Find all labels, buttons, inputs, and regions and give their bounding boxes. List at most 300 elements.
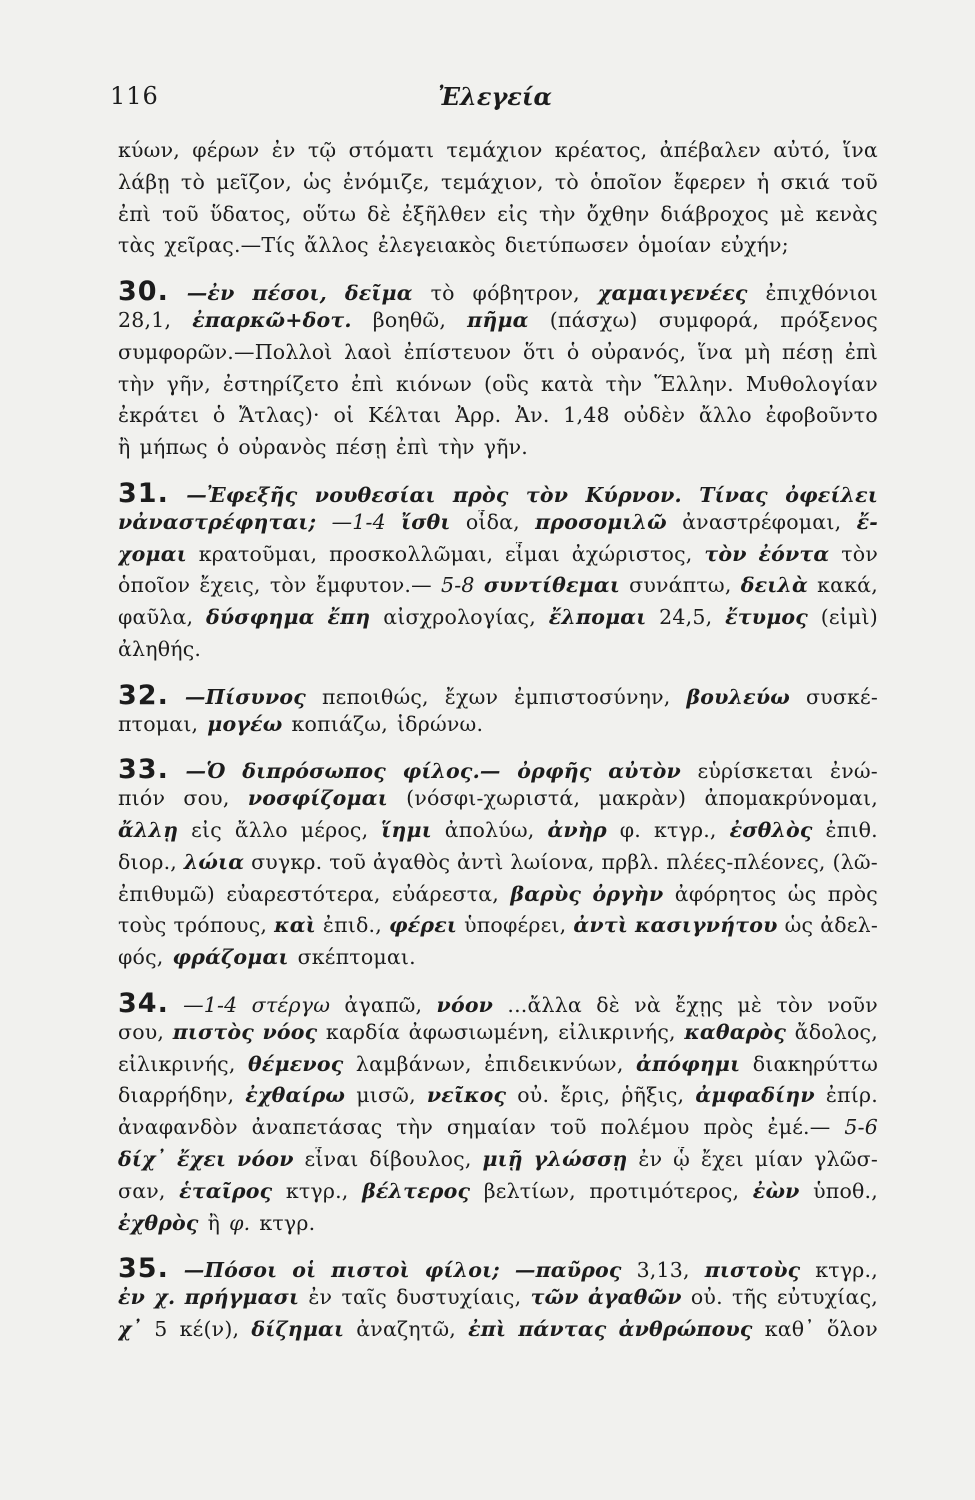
word: —Πίσυνος: [184, 684, 306, 709]
section-number: 34.: [118, 987, 169, 1019]
word: πιστὸς: [172, 1019, 254, 1044]
section-number: 31.: [118, 477, 169, 509]
word: Τίνας: [699, 482, 768, 507]
text-line: [118, 1052, 878, 1084]
word: καθ᾽: [764, 1316, 815, 1341]
word: ῥῆξις,: [621, 1083, 685, 1108]
word: εἰλικρινής,: [118, 1051, 236, 1076]
word: διετύπωσεν: [504, 233, 629, 258]
word: —ἐν: [186, 281, 235, 306]
word: τὴν: [538, 201, 576, 226]
text-line: [118, 573, 878, 605]
word: τὴν: [605, 371, 643, 396]
word: βέλτερος: [362, 1178, 471, 1203]
word: χεῖρας.—Τίς: [164, 233, 296, 258]
word: μισῶ,: [356, 1083, 416, 1108]
word: στόματι: [348, 138, 435, 162]
word: μιῇ: [482, 1146, 523, 1171]
word: ἀναπετάσας: [251, 1115, 383, 1140]
word: εἰλικρινής,: [558, 1019, 676, 1044]
word: φόβητρον,: [472, 281, 580, 306]
word: Κύρνον.: [585, 482, 682, 507]
word: μέρος,: [300, 817, 369, 842]
word: Ἀρρ.: [455, 403, 502, 428]
word: ὁ: [212, 403, 226, 428]
word: δίχ᾽: [118, 1146, 167, 1171]
word: —Πόσοι: [183, 1258, 278, 1283]
text-line: [118, 403, 878, 435]
word: τὴν: [396, 1115, 433, 1140]
word: φίλοι;: [424, 1258, 500, 1283]
word: ἀναζητῶ,: [356, 1316, 456, 1341]
word: οὐρανός,: [591, 339, 687, 364]
word: νοσφίζομαι: [247, 786, 388, 811]
text-line: [118, 1115, 878, 1147]
word: ἔχει: [700, 1146, 744, 1171]
word: 5: [154, 1316, 168, 1341]
word: χαμαιγενέες: [597, 281, 748, 306]
word: ὅλον: [826, 1316, 878, 1341]
word: (εἰμὶ): [820, 605, 878, 630]
word: κτγρ.: [259, 1210, 316, 1235]
word: ἀμφαδίην: [695, 1083, 815, 1108]
text-line: [118, 1317, 878, 1349]
text-line: [118, 945, 878, 977]
word: οἶδα,: [465, 509, 520, 534]
word: πέσῃ: [782, 339, 834, 364]
word: ἐόντα: [758, 541, 830, 566]
word: ἐπαρκῶ+δοτ.: [192, 307, 352, 332]
word: διάβροχος: [660, 201, 769, 226]
word: 5-8: [441, 573, 475, 598]
word: ἐκράτει: [118, 403, 200, 428]
word: πεποιθώς,: [321, 684, 429, 709]
word: ἵνα: [843, 138, 878, 162]
word: οὐδὲν: [623, 403, 686, 428]
word: ἔχει: [177, 1146, 227, 1171]
text-line: [118, 882, 878, 914]
word: Κέλται: [368, 403, 442, 428]
word: λάβῃ: [118, 169, 170, 194]
word: ἐπιδεικνύων,: [484, 1051, 624, 1076]
word: τοῦ: [162, 201, 199, 226]
word: ἄλλος: [304, 233, 369, 258]
word: πρήγμασι: [184, 1285, 300, 1310]
word: ἀγαπῶ,: [344, 992, 423, 1017]
word: τεμάχιον: [446, 138, 543, 162]
text-line: [118, 202, 878, 234]
word: ἀχώριστος,: [571, 541, 693, 566]
word: ἀγαθὸς: [372, 849, 451, 874]
word: καὶ: [274, 913, 316, 938]
word: οὐ.: [690, 1285, 723, 1310]
word: βοηθῶ,: [372, 307, 447, 332]
word: σκιά: [780, 169, 831, 194]
word: γῆν.: [483, 435, 528, 460]
word: τῷ: [307, 138, 337, 162]
text-line: [118, 170, 878, 202]
word: ἀνὴρ: [547, 817, 607, 842]
word: συνάπτω,: [629, 573, 732, 598]
word: οἱ: [333, 403, 355, 428]
word: (πάσχω): [549, 307, 638, 332]
word: γῆν,: [166, 371, 211, 396]
word: ἐμέ.—: [767, 1115, 831, 1140]
word: εὐχήν;: [720, 233, 789, 258]
word: κτγρ.,: [815, 1258, 878, 1283]
word: πτομαι,: [118, 711, 199, 736]
word: διορ.,: [118, 849, 178, 874]
word: εἶμαι: [505, 541, 560, 566]
word: 1,48: [563, 403, 610, 428]
word: Μυθολογίαν: [745, 371, 878, 396]
text-line: [118, 372, 878, 404]
word: τὸ: [180, 169, 206, 194]
word: εἶναι: [304, 1146, 359, 1171]
word: διακηρύττω: [752, 1051, 878, 1076]
word: 24,5,: [659, 605, 713, 630]
word: ἔλπομαι: [548, 605, 647, 630]
word: δὲ: [367, 201, 391, 226]
word: ἐπιδ.,: [322, 913, 382, 938]
page-number: 116: [110, 82, 159, 110]
word: λαοὶ: [344, 339, 393, 364]
word: ...ἄλλα: [507, 992, 582, 1017]
word: φός,: [118, 945, 164, 970]
word: προσκολλῶμαι,: [329, 541, 494, 566]
word: πέσοι,: [252, 281, 327, 306]
word: ἄλλο: [698, 403, 752, 428]
word: τοῦ: [841, 169, 878, 194]
word: αὐτό,: [773, 138, 831, 162]
word: νόον: [237, 1146, 294, 1171]
word: στέργω: [251, 992, 331, 1017]
word: ἔφερεν: [673, 169, 746, 194]
word: τοῦ: [329, 849, 366, 874]
word: πρβλ.: [601, 849, 660, 874]
word: δειλὰ: [740, 573, 808, 598]
word: νεῖκος: [426, 1083, 507, 1108]
text-line: [118, 138, 878, 170]
text-line: [118, 308, 878, 340]
word: ἀπολύω,: [444, 817, 535, 842]
word: συσκέ-: [805, 684, 878, 709]
word: βελτίων,: [483, 1178, 576, 1203]
word: ἀπόφημι: [636, 1051, 741, 1076]
word: (νόσφι-χωριστά,: [406, 786, 581, 811]
word: ἐχθαίρω: [245, 1083, 346, 1108]
word: τρόπους,: [173, 913, 268, 938]
text-line: [118, 637, 878, 669]
word: μογέω: [207, 711, 283, 736]
running-title: Ἐλεγεία: [438, 82, 552, 111]
word: ἐνώ-: [830, 759, 878, 784]
word: αἰσχρολογίας,: [383, 605, 536, 630]
word: μὴ: [744, 339, 771, 364]
section-number: 33.: [118, 754, 169, 786]
word: καρδία: [325, 1019, 401, 1044]
word: κοπιάζω,: [291, 711, 388, 736]
text-line: [118, 913, 878, 945]
word: δὲ: [596, 992, 620, 1017]
word: ἔχων: [444, 684, 499, 709]
word: ᾧ: [673, 1146, 691, 1171]
word: χ᾽: [118, 1316, 143, 1341]
word: φράζομαι: [172, 945, 289, 970]
word: ὀρφῆς: [517, 759, 592, 784]
word: μὲ: [779, 201, 805, 226]
word: μήπως: [139, 435, 208, 460]
word: φαῦλα,: [118, 605, 194, 630]
word: ἐσθλὸς: [729, 817, 813, 842]
text-line: [118, 1147, 878, 1179]
word: τὸν: [704, 541, 747, 566]
word: τὴν: [118, 371, 155, 396]
word: κτγρ.,: [653, 817, 717, 842]
word: πρόξενος: [780, 307, 878, 332]
word: φ.: [619, 817, 642, 842]
word: ἐπὶ: [118, 201, 152, 226]
word: εὐάρεστα,: [391, 881, 500, 906]
word: τὸν: [525, 482, 569, 507]
word: ὑποφέρει,: [464, 913, 567, 938]
word: Ἄτλας)·: [239, 403, 320, 428]
word: κτγρ.,: [285, 1178, 349, 1203]
word: Ἕλλην.: [654, 371, 734, 396]
word: οὐρανὸς: [238, 435, 327, 460]
word: ἐχθρὸς: [118, 1210, 199, 1235]
word: χ.: [154, 1285, 176, 1310]
word: τὰς: [118, 233, 156, 258]
word: ἐπιχθόνιοι: [765, 281, 878, 306]
word: πέσῃ: [335, 435, 387, 460]
word: πιστοὶ: [331, 1258, 410, 1283]
word: εὑρίσκεται: [697, 759, 814, 784]
word: πρὸς: [452, 482, 509, 507]
word: τοὺς: [118, 913, 167, 938]
word: ἐὼν: [752, 1178, 800, 1203]
word: ἐπιθυμῶ): [118, 881, 215, 906]
word: ἱδρώνω.: [396, 711, 484, 736]
word: εὐτυχίας,: [776, 1285, 878, 1310]
word: κέ(ν),: [179, 1316, 240, 1341]
text-line: [118, 542, 878, 574]
word: (οὓς: [483, 371, 530, 396]
commentary-text: [118, 138, 878, 1349]
word: δεῖμα: [344, 281, 413, 306]
word: ἵημι: [381, 817, 432, 842]
word: νἀναστρέφηται;: [118, 509, 317, 534]
word: τὸν: [269, 573, 307, 598]
word: ἐπὶ: [350, 371, 385, 396]
word: ἀδελ-: [820, 913, 878, 938]
word: νὰ: [634, 992, 661, 1017]
word: —Ὁ: [185, 759, 226, 784]
word: βουλεύω: [686, 684, 790, 709]
text-line: [118, 818, 878, 850]
word: ἐφοβοῦντο: [765, 403, 878, 428]
word: ἡ: [756, 169, 770, 194]
word: ἐν: [308, 1285, 333, 1310]
word: πολέμου: [600, 1115, 690, 1140]
word: σου,: [118, 1019, 165, 1044]
word: φέρων: [192, 138, 260, 162]
word: κρέατος,: [554, 138, 648, 162]
text-line: [118, 988, 878, 1020]
word: ὡς: [787, 881, 817, 906]
word: 3,13,: [636, 1258, 690, 1283]
word: ἵνα: [697, 339, 733, 364]
word: δίζημαι: [251, 1316, 345, 1341]
section-number: 32.: [118, 679, 169, 711]
text-line: [118, 340, 878, 372]
word: φέρει: [389, 913, 458, 938]
word: πιόν: [118, 786, 166, 811]
word: πρὸς: [703, 1115, 754, 1140]
word: ὕδατος,: [209, 201, 292, 226]
word: ὀφείλει: [785, 482, 878, 507]
word: ἀπέβαλεν: [659, 138, 761, 162]
word: τὸν: [841, 541, 878, 566]
text-line: [118, 1285, 878, 1317]
text-line: [118, 786, 878, 818]
word: ἐπὶ: [844, 339, 878, 364]
text-line: [118, 1211, 878, 1243]
word: πῆμα: [467, 307, 529, 332]
word: ἐπιθ.: [825, 817, 878, 842]
word: εἰς: [191, 817, 222, 842]
word: ἑταῖρος: [179, 1178, 273, 1203]
word: εὐαρεστότερα,: [226, 881, 381, 906]
word: μακρὰν): [598, 786, 687, 811]
text-line: [118, 850, 878, 882]
word: τῆς: [732, 1285, 768, 1310]
word: σημαίαν: [446, 1115, 537, 1140]
word: νοῦν: [827, 992, 878, 1017]
word: σαν,: [118, 1178, 166, 1203]
word: ἀντὶ: [573, 913, 628, 938]
word: ἀφόρητος: [674, 881, 777, 906]
section-number: 30.: [118, 276, 169, 308]
text-line: [118, 1083, 878, 1115]
word: ἐν: [271, 138, 296, 162]
section-number: 35.: [118, 1253, 169, 1285]
word: σου,: [183, 786, 230, 811]
word: ἢ: [207, 1210, 221, 1235]
word: δυστυχίαις,: [396, 1285, 522, 1310]
word: συγκρ.: [251, 849, 323, 874]
word: κενὰς: [815, 201, 878, 226]
word: ἐπίρ.: [825, 1083, 878, 1108]
word: φ.: [229, 1210, 251, 1235]
word: ἔτυμος: [725, 605, 808, 630]
word: ἔχῃς: [675, 992, 724, 1017]
word: σκέπτομαι.: [297, 945, 416, 970]
word: ἀφωσιωμένη,: [408, 1019, 550, 1044]
text-line: [118, 1020, 878, 1052]
word: δύσφημα: [206, 605, 315, 630]
word: αὐτὸν: [608, 759, 681, 784]
word: διαρρήδην,: [118, 1083, 235, 1108]
word: ὀργὴν: [592, 881, 664, 906]
word: ἐπὶ: [468, 1316, 507, 1341]
word: ἐστηρίζετο: [222, 371, 339, 396]
word: τὸν: [776, 992, 814, 1017]
word: ὅτι: [522, 339, 556, 364]
word: ὁ: [566, 339, 580, 364]
text-line: [118, 680, 878, 712]
word: εἰς: [497, 201, 528, 226]
word: ἄδολος,: [794, 1019, 878, 1044]
word: ἔχεις,: [199, 573, 261, 598]
word: φίλος.—: [402, 759, 501, 784]
word: ἐπίστευον: [403, 339, 512, 364]
word: ἀνθρώπους: [618, 1316, 753, 1341]
word: τὸ: [554, 169, 579, 194]
word: ὁ: [216, 435, 230, 460]
word: —Ἐφεξῆς: [186, 482, 298, 507]
word: γλώσσῃ: [533, 1146, 628, 1171]
word: συντίθεμαι: [483, 573, 620, 598]
word: πάντας: [518, 1316, 607, 1341]
word: 5-6: [844, 1115, 878, 1140]
word: ὡς: [784, 913, 814, 938]
word: ἔρις,: [560, 1083, 611, 1108]
text-line: [118, 233, 878, 265]
word: ἀγαθῶν: [587, 1285, 682, 1310]
word: συμφορά,: [658, 307, 760, 332]
word: ἔ-: [856, 509, 878, 534]
text-line: [118, 1179, 878, 1211]
word: κύων,: [118, 138, 180, 162]
word: τοῦ: [549, 1115, 587, 1140]
word: διπρόσωπος: [242, 759, 386, 784]
text-line: [118, 276, 878, 308]
word: ὡς: [303, 169, 332, 194]
word: καθαρὸς: [684, 1019, 787, 1044]
word: προτιμότερος,: [589, 1178, 740, 1203]
word: βαρὺς: [510, 881, 582, 906]
word: μεῖζον,: [216, 169, 292, 194]
text-line: [118, 435, 878, 467]
word: ἴσθι: [401, 509, 451, 534]
word: Ἀν.: [515, 403, 550, 428]
word: πιστοὺς: [704, 1258, 801, 1283]
word: ταῖς: [341, 1285, 387, 1310]
word: ἢ: [118, 435, 131, 460]
word: 28,1,: [118, 307, 172, 332]
word: γλῶσ-: [814, 1146, 878, 1171]
word: ἄλλο: [234, 817, 288, 842]
word: ἐμπιστοσύνην,: [514, 684, 671, 709]
text-line: [118, 754, 878, 786]
word: κιόνων: [396, 371, 473, 396]
word: ὑποθ.,: [813, 1178, 878, 1203]
text-line: [118, 712, 878, 744]
word: πλέες-πλέονες,: [666, 849, 826, 874]
word: ἀπομακρύνομαι,: [704, 786, 878, 811]
word: λώια: [183, 849, 245, 874]
word: μὲ: [737, 992, 763, 1017]
word: ὄχθην: [586, 201, 650, 226]
word: κρατοῦμαι,: [198, 541, 318, 566]
word: λωίονα,: [510, 849, 595, 874]
text-line: [118, 510, 878, 542]
word: οἱ: [292, 1258, 317, 1283]
text-line: [118, 1253, 878, 1285]
word: οὐ.: [517, 1083, 550, 1108]
word: τεμάχιον,: [441, 169, 544, 194]
